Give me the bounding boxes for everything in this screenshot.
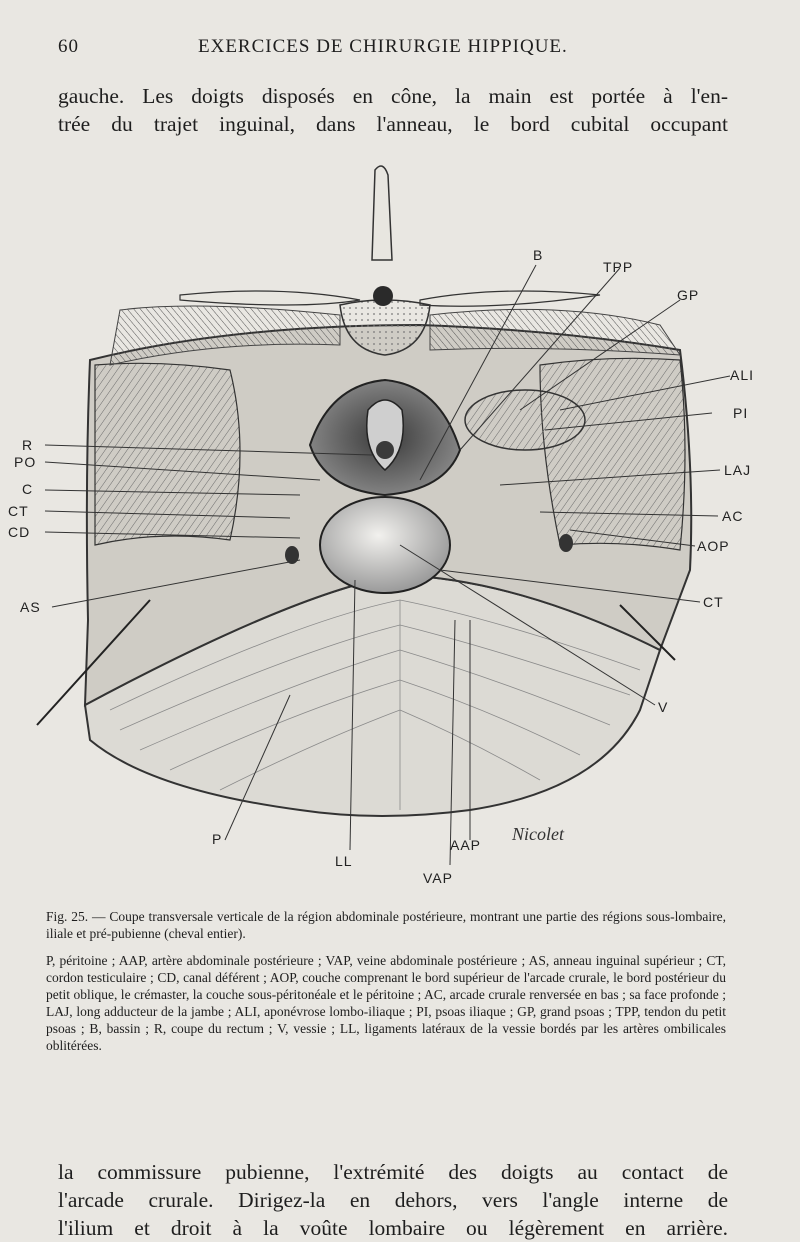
- body-paragraph-bottom: [58, 1158, 728, 1242]
- label-ali: ALI: [730, 367, 755, 383]
- label-vap: VAP: [423, 870, 453, 886]
- page-number: 60: [58, 36, 79, 57]
- text-line: l'arcade crurale. Dirigez-la en dehors, vers l'angle interne de: [58, 1188, 728, 1212]
- label-ll: LL: [335, 853, 353, 869]
- artist-signature: Nicolet: [512, 824, 564, 844]
- caption-legend: P, péritoine ; AAP, artère abdominale postérieure ; VAP, veine abdominale postérieure ; AS, anneau inguinal supérieur ; CT, cordon testiculaire ; CD, canal déférent ; AOP, couche comprenant le bord supérieur de l'arcade crurale, le bord postérieur du petit oblique, le crémaster, la couche sous-péritonéale et le péritoine ; AC, arcade crurale renversée en bas ; sa face profonde ; LAJ, long adducteur de la jambe ; ALI, aponévrose lombo-iliaque ; PI, psoas iliaque ; GP, grand psoas ; TPP, tendon du petit psoas ; B, bassin ; R, coupe du rectum ; V, vessie ; LL, ligaments latéraux de la vessie bordés par les artères ombilicales oblitérées.: [46, 953, 726, 1053]
- caption-title: Fig. 25. — Coupe transversale verticale de la région abdominale postérieure, montrant une partie des régions sous-lombaire, iliale et pré-pubienne (cheval entier).: [46, 909, 726, 941]
- label-laj: LAJ: [724, 462, 752, 478]
- bladder: [320, 497, 450, 593]
- label-po: PO: [14, 454, 37, 470]
- figure-illustration: [0, 150, 800, 900]
- running-title: EXERCICES DE CHIRURGIE HIPPIQUE.: [198, 36, 568, 57]
- label-b: B: [533, 247, 544, 263]
- label-r: R: [22, 437, 34, 453]
- body-paragraph-top: [58, 82, 728, 138]
- figure-caption: [46, 908, 726, 1054]
- label-c: C: [22, 481, 34, 497]
- label-cd: CD: [8, 524, 31, 540]
- anatomical-figure: [0, 150, 800, 900]
- label-gp: GP: [677, 287, 700, 303]
- label-aop: AOP: [697, 538, 730, 554]
- label-ct-right: CT: [703, 594, 724, 610]
- label-pi: PI: [733, 405, 749, 421]
- label-ct-left: CT: [8, 503, 29, 519]
- text-line: gauche. Les doigts disposés en cône, la main est portée à l'en-: [58, 84, 728, 108]
- label-p: P: [212, 831, 223, 847]
- label-ac: AC: [722, 508, 744, 524]
- label-as: AS: [20, 599, 41, 615]
- text-line: la commissure pubienne, l'extrémité des doigts au contact de: [58, 1160, 728, 1184]
- spinous-process: [372, 166, 392, 260]
- text-line: l'ilium et droit à la voûte lombaire ou légèrement en arrière.: [58, 1216, 728, 1240]
- label-tpp: TPP: [603, 259, 634, 275]
- psoas-iliaque: [465, 390, 585, 450]
- label-aap: AAP: [450, 837, 482, 853]
- label-v: V: [658, 699, 669, 715]
- text-line: trée du trajet inguinal, dans l'anneau, le bord cubital occupant: [58, 112, 728, 136]
- running-header: [58, 36, 738, 62]
